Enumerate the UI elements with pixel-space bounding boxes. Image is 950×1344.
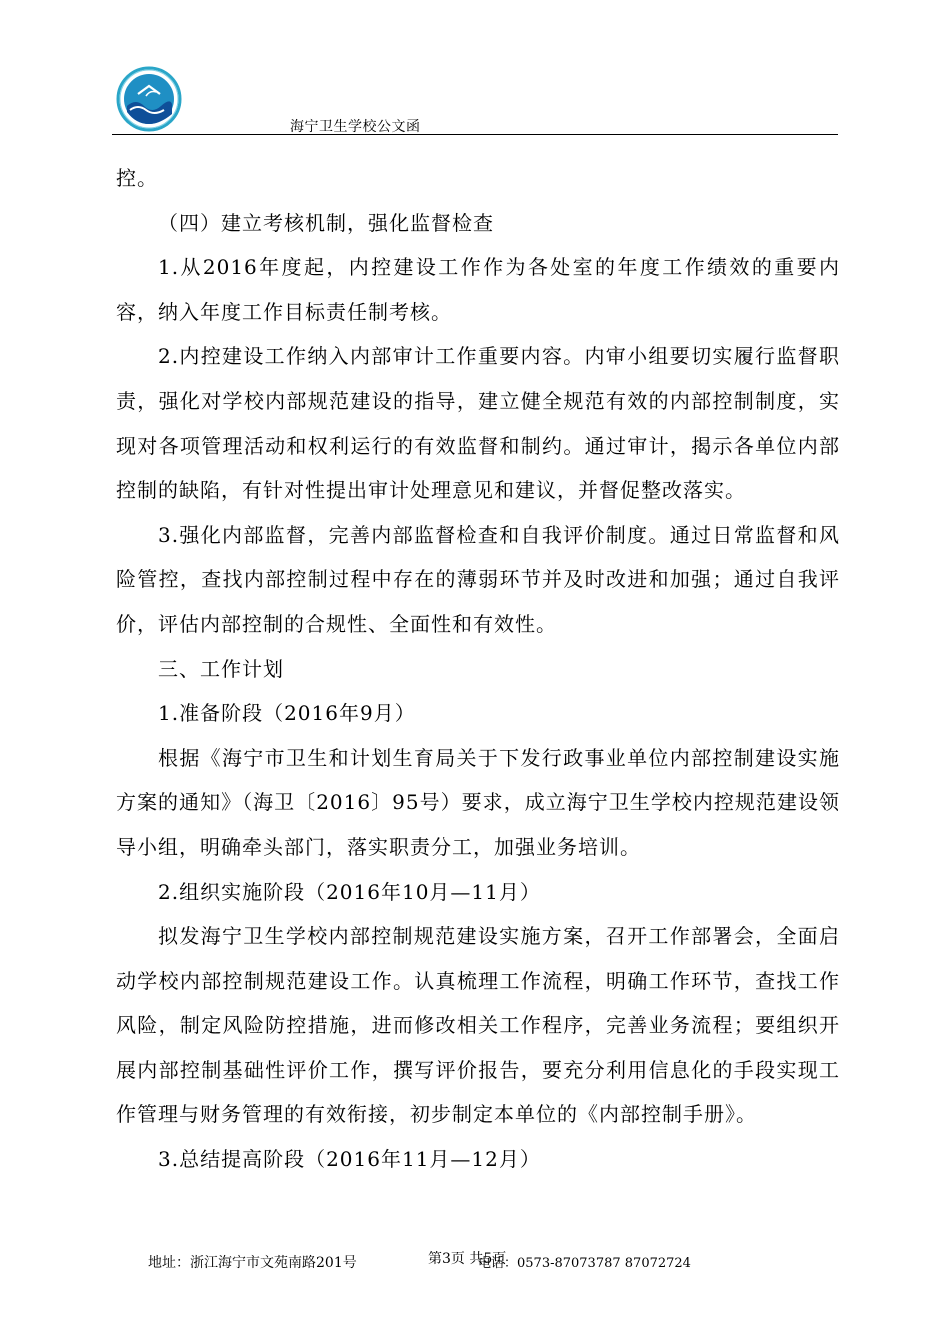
header-title: 海宁卫生学校公文函 (290, 119, 421, 135)
school-logo (116, 66, 182, 132)
footer-page-number: 第3页 共5页 (428, 1251, 507, 1267)
paragraph: 1.从2016年度起，内控建设工作作为各处室的年度工作绩效的重要内容，纳入年度工作目标责任制考核。 (116, 255, 840, 324)
paragraph: 根据《海宁市卫生和计划生育局关于下发行政事业单位内部控制建设实施方案的通知》（海卫〔2016〕95号）要求，成立海宁卫生学校内控规范建设领导小组，明确牵头部门，落实职责分工，加强业务培训。 (116, 745, 840, 859)
school-seal-icon (116, 66, 182, 132)
paragraph: 2.组织实施阶段（2016年10月—11月） (158, 879, 541, 904)
paragraph: 3.强化内部监督，完善内部监督检查和自我评价制度。通过日常监督和风险管控，查找内部控制过程中存在的薄弱环节并及时改进和加强；通过自我评价，评估内部控制的合规性、全面性和有效性。 (116, 522, 840, 636)
paragraph: 拟发海宁卫生学校内部控制规范建设实施方案，召开工作部署会，全面启动学校内部控制规范建设工作。认真梳理工作流程，明确工作环节，查找工作风险，制定风险防控措施，进而修改相关工作程序，完善业务流程；要组织开展内部控制基础性评价工作，撰写评价报告，要充分利用信息化的手段实现工作管理与财务管理的有效衔接，初步制定本单位的《内部控制手册》。 (116, 924, 840, 1127)
paragraph: 3.总结提高阶段（2016年11月—12月） (158, 1147, 541, 1172)
document-body (116, 156, 840, 1182)
footer-address: 地址：浙江海宁市文苑南路201号 (148, 1255, 357, 1271)
paragraph: 三、工作计划 (158, 656, 284, 681)
header-divider (112, 134, 838, 135)
paragraph: （四）建立考核机制，强化监督检查 (158, 210, 494, 235)
paragraph: 1.准备阶段（2016年9月） (158, 701, 416, 726)
footer-phone: 电话：0573-87073787 87072724 (478, 1256, 691, 1271)
paragraph: 控。 (116, 166, 158, 190)
paragraph: 2.内控建设工作纳入内部审计工作重要内容。内审小组要切实履行监督职责，强化对学校内部规范建设的指导，建立健全规范有效的内部控制制度，实现对各项管理活动和权利运行的有效监督和制约。通过审计，揭示各单位内部控制的缺陷，有针对性提出审计处理意见和建议，并督促整改落实。 (116, 344, 840, 503)
